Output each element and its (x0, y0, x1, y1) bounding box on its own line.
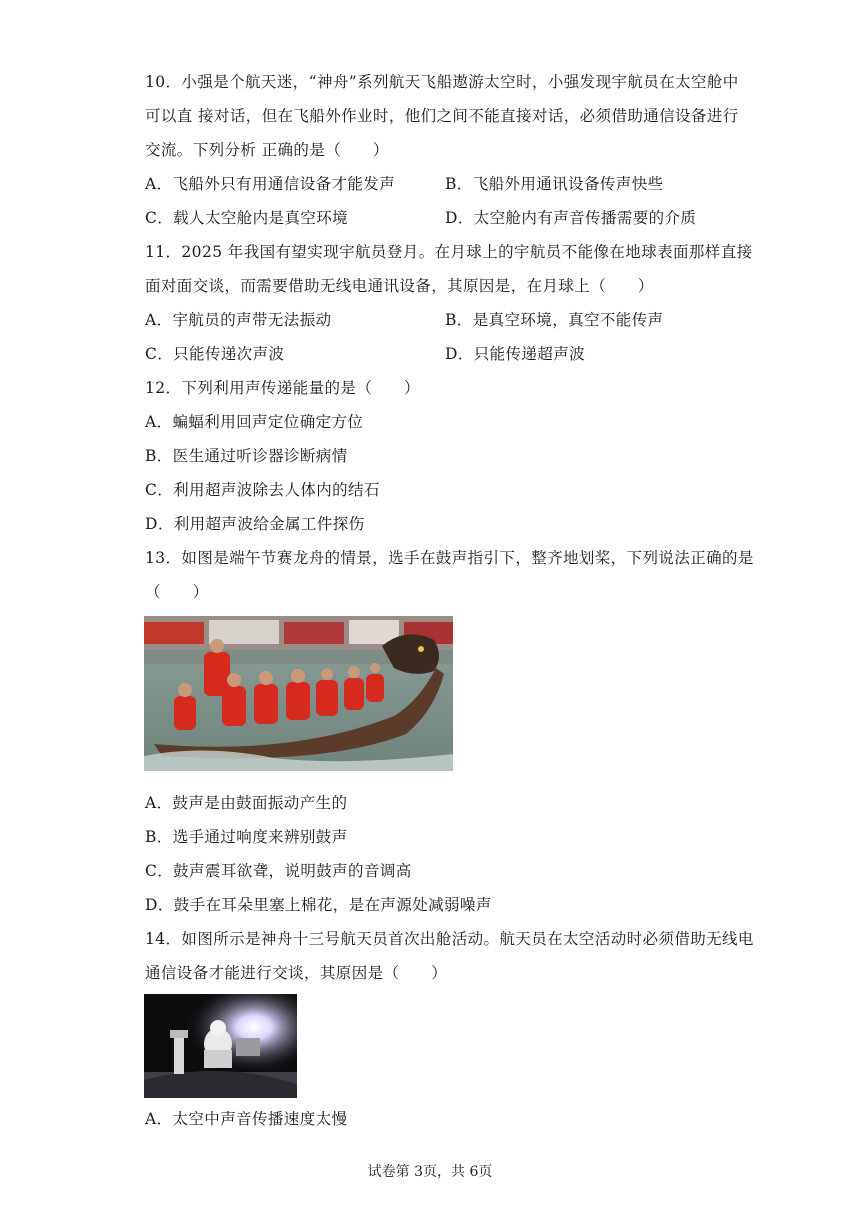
spacewalk-photo (144, 994, 297, 1098)
dragon-boat-illustration (144, 616, 453, 771)
q13-stem-line-2: （ ） (145, 583, 209, 601)
q10-option-a: A．飞船外只有用通信设备才能发声 (145, 175, 396, 193)
q11-option-c: C．只能传递次声波 (145, 345, 285, 363)
q13-option-c: C．鼓声震耳欲聋，说明鼓声的音调高 (145, 862, 412, 880)
q13-option-a: A．鼓声是由鼓面振动产生的 (145, 794, 348, 812)
q10-stem-line-1: 10．小强是个航天迷，“神舟”系列航天飞船遨游太空时，小强发现宇航员在太空舱中 (145, 73, 739, 91)
q14-option-a: A．太空中声音传播速度太慢 (145, 1110, 348, 1128)
q11-option-b: B．是真空环境，真空不能传声 (445, 311, 664, 329)
q11-option-d: D．只能传递超声波 (445, 345, 586, 363)
q14-stem-line-2: 通信设备才能进行交谈，其原因是（ ） (145, 964, 448, 982)
q11-stem-line-2: 面对面交谈，而需要借助无线电通讯设备，其原因是，在月球上（ ） (145, 277, 654, 295)
q13-option-b: B．选手通过响度来辨别鼓声 (145, 828, 348, 846)
q12-stem: 12．下列利用声传递能量的是（ ） (145, 379, 420, 397)
q12-option-a: A．蝙蝠利用回声定位确定方位 (145, 413, 364, 431)
dragon-boat-photo (144, 616, 453, 771)
q11-stem-line-1: 11．2025 年我国有望实现宇航员登月。在月球上的宇航员不能像在地球表面那样直接 (145, 243, 753, 261)
q14-stem-line-1: 14．如图所示是神舟十三号航天员首次出舱活动。航天员在太空活动时必须借助无线电 (145, 930, 754, 948)
q10-stem-line-2: 可以直 接对话，但在飞船外作业时，他们之间不能直接对话，必须借助通信设备进行 (145, 107, 739, 125)
q10-option-c: C．载人太空舱内是真空环境 (145, 209, 349, 227)
q13-stem-line-1: 13．如图是端午节赛龙舟的情景，选手在鼓声指引下，整齐地划桨，下列说法正确的是 (145, 549, 754, 567)
spacewalk-illustration (144, 994, 297, 1098)
q10-stem-line-3: 交流。下列分析 正确的是（ ） (145, 141, 389, 159)
q12-option-d: D．利用超声波给金属工件探伤 (145, 515, 365, 533)
q13-option-d: D．鼓手在耳朵里塞上棉花，是在声源处减弱噪声 (145, 896, 492, 914)
q12-option-b: B．医生通过听诊器诊断病情 (145, 447, 348, 465)
q10-option-b: B．飞船外用通讯设备传声快些 (445, 175, 664, 193)
q11-option-a: A．宇航员的声带无法振动 (145, 311, 332, 329)
page-footer: 试卷第 3页，共 6页 (367, 1164, 493, 1180)
q12-option-c: C．利用超声波除去人体内的结石 (145, 481, 380, 499)
q10-option-d: D．太空舱内有声音传播需要的介质 (445, 209, 697, 227)
